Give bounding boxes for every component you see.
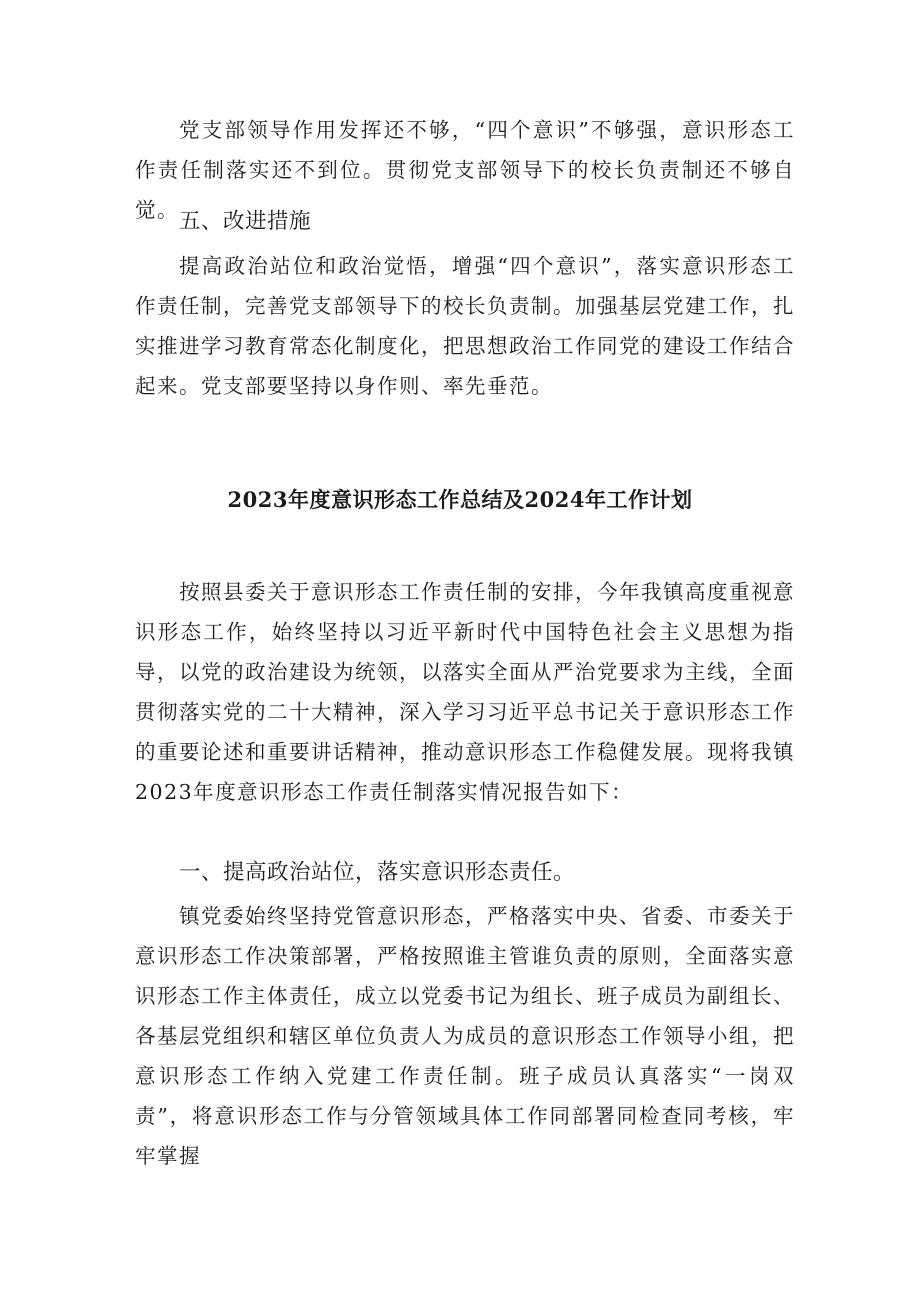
section-five-body — [135, 246, 795, 406]
document-title: 2023年度意识形态工作总结及2024年工作计划 — [227, 487, 693, 512]
heading-improvement-measures: 五、改进措施 — [179, 209, 312, 234]
paragraph-intro: 按照县委关于意识形态工作责任制的安排，今年我镇高度重视意识形态工作，始终坚持以习近平新时代中国特色社会主义思想为指导，以党的政治建设为统领，以落实全面从严治党要求为主线，全面贯彻落实党的二十大精神，深入学习习近平总书记关于意识形态工作的重要论述和重要讲话精神，推动意识形态工作稳健发展。现将我镇2023年度意识形态工作责任制落实情况报告如下： — [135, 580, 795, 804]
paragraph-section-one: 镇党委始终坚持党管意识形态，严格落实中央、省委、市委关于意识形态工作决策部署，严格按照谁主管谁负责的原则，全面落实意识形态工作主体责任，成立以党委书记为组长、班子成员为副组长、各基层党组织和辖区单位负责人为成员的意识形态工作领导小组，把意识形态工作纳入党建工作责任制。班子成员认真落实“一岗双责”，将意识形态工作与分管领域具体工作同部署同检查同考核，牢牢掌握 — [135, 904, 795, 1168]
paragraph-improvement-measures: 提高政治站位和政治觉悟，增强“四个意识”，落实意识形态工作责任制，完善党支部领导下的校长负责制。加强基层党建工作，扎实推进学习教育常态化制度化，把思想政治工作同党的建设工作结合起来。党支部要坚持以身作则、率先垂范。 — [135, 254, 795, 398]
intro-section — [135, 572, 795, 812]
section-one-body — [135, 896, 795, 1176]
heading-section-one: 一、提高政治站位，落实意识形态责任。 — [179, 860, 576, 885]
paragraph-previous-tail: 党支部领导作用发挥还不够，“四个意识”不够强，意识形态工作责任制落实还不到位。贯彻党支部领导下的校长负责制还不够自觉。 — [135, 118, 795, 222]
section-one — [135, 853, 795, 893]
section-five — [135, 202, 795, 242]
